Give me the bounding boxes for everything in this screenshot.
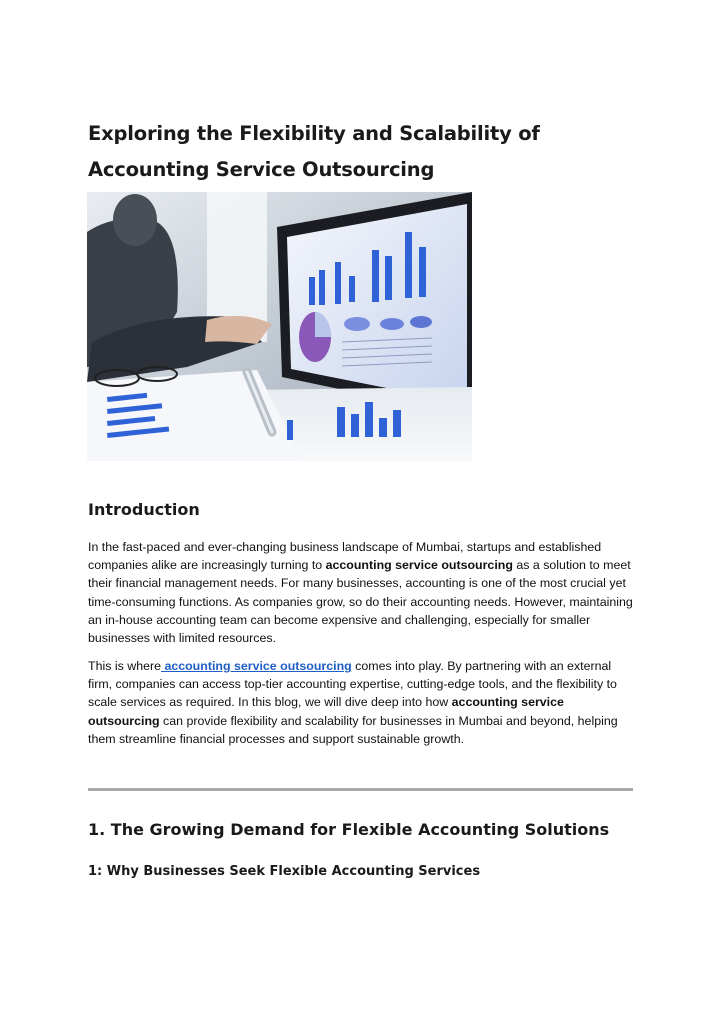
p1-text-end: as a solution to meet their financial management needs. For many businesses, accounting is one of the most crucial yet time-consuming functions. As companies grow, so do their accounting needs. However, maintaining an in-house accounting team can become expensive and challenging, especially for smaller businesses with limited resources.	[88, 558, 633, 646]
p2-bold-term: accounting service outsourcing	[88, 695, 564, 728]
horizontal-divider	[88, 788, 633, 791]
office-analytics-photo-icon	[87, 192, 472, 461]
p2-text-middle: comes into play. By partnering with an external firm, companies can access top-tier accounting expertise, cutting-edge tools, and the flexibility to scale services as required. In this blog, we will dive deep into how	[88, 659, 617, 710]
hero-image	[87, 192, 472, 461]
intro-paragraph-2	[88, 657, 636, 748]
p1-text-start: In the fast-paced and ever-changing business landscape of Mumbai, startups and established companies alike are increasingly turning to	[88, 540, 602, 573]
page-title: Exploring the Flexibility and Scalability of Accounting Service Outsourcing	[88, 122, 540, 181]
section-1-heading: 1. The Growing Demand for Flexible Accounting Solutions	[88, 820, 610, 839]
p1-bold-term: accounting service outsourcing	[325, 558, 513, 573]
p2-text-start: This is where	[88, 659, 161, 673]
intro-paragraph-1	[88, 538, 636, 647]
p2-text-end: can provide flexibility and scalability for businesses in Mumbai and beyond, helping them streamline financial processes and support sustainable growth.	[88, 713, 618, 746]
accounting-outsourcing-link[interactable]: accounting service outsourcing	[161, 659, 352, 673]
section-1-subheading: 1: Why Businesses Seek Flexible Accounting Services	[88, 864, 481, 879]
intro-heading: Introduction	[88, 500, 200, 519]
